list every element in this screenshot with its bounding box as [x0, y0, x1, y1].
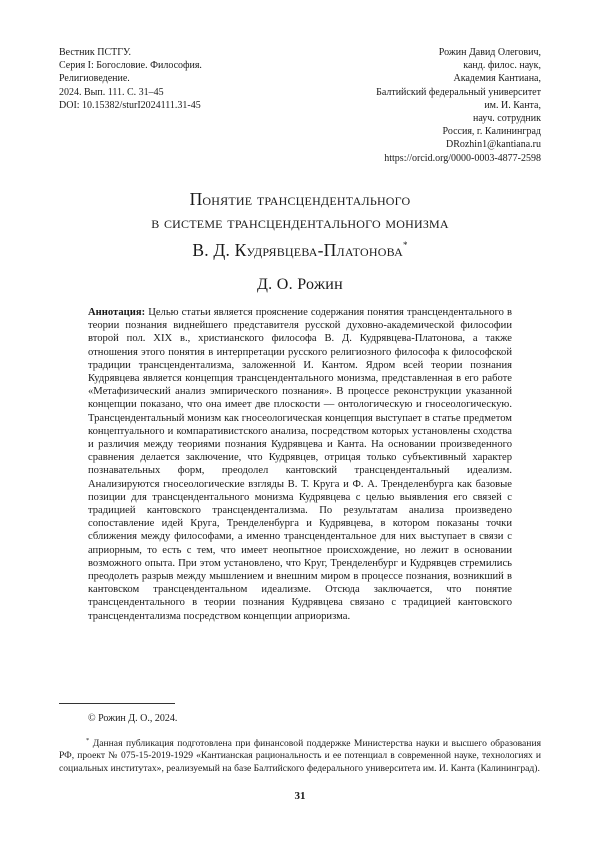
- copyright: © Рожин Д. О., 2024.: [88, 713, 178, 724]
- article-author: Д. О. Рожин: [256, 276, 344, 293]
- author-info: [376, 46, 541, 165]
- title-line-3-text: В. Д. Кудрявцева-Платонова: [192, 240, 403, 260]
- author-full-name: Рожин Давид Олегович,: [438, 47, 541, 58]
- abstract: [88, 306, 512, 623]
- author-orcid[interactable]: https://orcid.org/0000-0003-4877-2598: [384, 152, 541, 164]
- journal-issue: 2024. Вып. 111. С. 31–45: [59, 86, 164, 98]
- author-position: науч. сотрудник: [473, 113, 541, 125]
- journal-name: Вестник ПСТГУ.: [59, 47, 131, 58]
- title-line-2: в системе трансцендентального монизма: [151, 212, 449, 232]
- author-email[interactable]: DRozhin1@kantiana.ru: [445, 139, 541, 151]
- title-line-1: Понятие трансцендентального: [189, 189, 411, 209]
- funding-footnote-mark: *: [86, 737, 90, 744]
- article-title: [40, 188, 560, 262]
- author-university: Балтийский федеральный университет: [376, 86, 541, 98]
- author-degree: канд. филос. наук,: [463, 60, 541, 72]
- title-line-3: [40, 234, 560, 262]
- author-location: Россия, г. Калининград: [442, 126, 541, 138]
- title-footnote-mark[interactable]: *: [402, 240, 408, 250]
- author-university-cont: им. И. Канта,: [484, 99, 541, 111]
- journal-series: Серия I: Богословие. Философия.: [59, 60, 202, 72]
- journal-info: [59, 46, 202, 112]
- journal-doi: DOI: 10.15382/sturI2024111.31-45: [59, 99, 201, 111]
- author-institution: Академия Кантиана,: [453, 73, 541, 85]
- abstract-label: Аннотация:: [88, 307, 146, 318]
- footnote-divider: [59, 703, 175, 704]
- abstract-text: Целью статьи является прояснение содержания понятия трансцендентального в теории познания виднейшего представителя русской духовно-академической философии второй пол. XIX в., христианского философа В. Д. Кудрявцева-Платонова, а также отношения этого понятия в интерпретации русского религиозного философа к философской традиции трансцендентализма, заложенной И. Кантом. Ядром всей теории познания Кудрявцева является концепция трансцендентального монизма, представленная в его работе «Метафизический анализ эмпирического познания». В процессе реконструкции указанной концепции показано, что она имеет две плоскости — онтологическую и гносеологическую. Трансцендентальный монизм как гносеологическая концепция выступает в статье предметом концептуального и компаративистского анализа, посредством которых установлены сходства и различия между теориями познания Кудрявцева и Канта. На основании произведенного сравнения делается заключение, что Кудрявцев, отрицая только субъективный характер познавательных форм, преодолел кантовский трансцендентальный идеализм. Анализируются гносеологические взгляды В. Т. Круга и Ф. А. Тренделенбурга как базовые позиции для трансцендентального монизма Кудрявцева с целью выявления его связей с традицией кантовского трансцендентализма. По результатам анализа произведено сопоставление идей Круга, Тренделенбурга и Кудрявцева, в котором показаны точки сближения между философами, а именно трансцендентальное для них выступает в связи с априорным, то есть с тем, что имеет неопытное происхождение, но лежит в основании возможного опыта. При этом установлено, что Круг, Тренделенбург и Кудрявцев стремились преодолеть разрыв между мышлением и внешним миром в процессе познания, возникший в кантовском трансцендентальном идеализме. Отсюда заключается, что понятие трансцендентального в теории познания Кудрявцева связано с традицией кантовского трансцендентализма посредством концепции априоризма.: [88, 307, 512, 622]
- page-number: 31: [294, 790, 306, 802]
- funding-footnote: [59, 735, 541, 775]
- journal-series-cont: Религиоведение.: [59, 73, 130, 85]
- funding-text: Данная публикация подготовлена при финансовой поддержке Министерства науки и высшего образования РФ, проект № 075-15-2019-1929 «Кантианская рациональность и ее потенциал в современной науке, технологиях и социальных институтах», реализуемый на базе Балтийского федерального университета им. И. Канта (Калининград).: [59, 738, 541, 774]
